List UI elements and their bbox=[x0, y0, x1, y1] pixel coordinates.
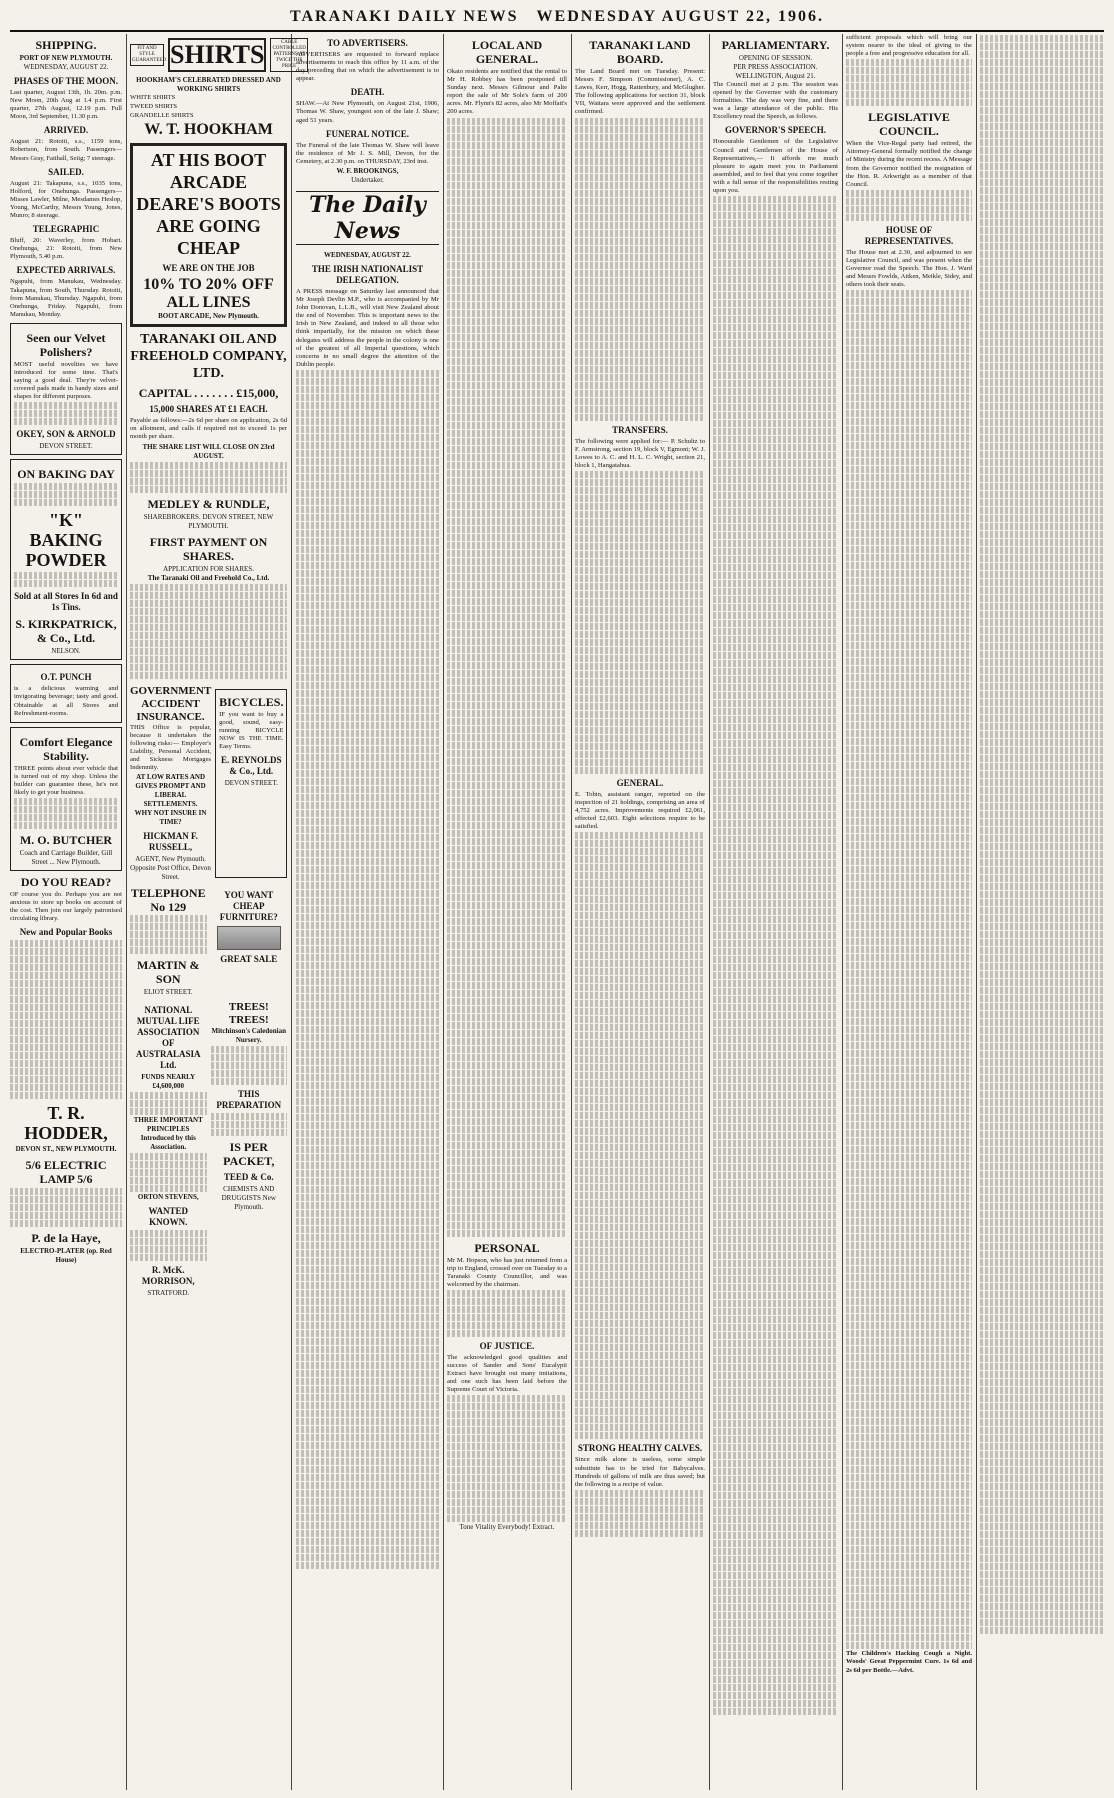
punch-ad bbox=[10, 664, 122, 722]
column-advertisements bbox=[130, 34, 306, 1790]
arcade-deare: DEARE'S BOOTS ARE GOING CHEAP bbox=[136, 194, 281, 259]
shirts-heading: SHIRTS bbox=[168, 38, 266, 72]
column-rule bbox=[976, 34, 977, 1790]
packet-price: IS PER PACKET, bbox=[223, 1140, 275, 1169]
column-shipping bbox=[10, 34, 122, 1790]
land-board-heading: TARANAKI LAND BOARD. bbox=[589, 38, 691, 66]
cough-cure-text: The Children's Hacking Cough a Night. Woods' Great Peppermint Cure. 1s 6d and 2s 6d per Bottle.—Advt. bbox=[846, 1650, 972, 1674]
column-parliamentary bbox=[713, 34, 838, 1790]
martin-name: MARTIN & SON bbox=[136, 958, 200, 987]
arcade-address: BOOT ARCADE, New Plymouth. bbox=[158, 312, 259, 321]
column-legislative bbox=[846, 34, 972, 1790]
shipping-heading: SHIPPING. bbox=[35, 38, 97, 52]
paper-title: The Daily News bbox=[296, 191, 439, 245]
delegation-text: A PRESS message on Saturday last announced that Mr Joseph Devlin M.P., who is accompanied by Mr John Donovan, L.L.B., will visit New Zealand about the end of November. This is important news to the Irish in New Zealand, and indeed to all those who think impartially, for the mission on which these delegates will address the people in the colony is one of the greatest of all Imperial questions, which concerns in no small degree the attention of the Dublin people. bbox=[296, 287, 439, 368]
column-local-general bbox=[447, 34, 567, 1790]
okey-name: OKEY, SON & ARNOLD bbox=[16, 429, 116, 440]
read-text: OF course you do. Perhaps you are not anxious to store up books on account of the cost. Then join our largely patronised circulating library. bbox=[10, 891, 122, 923]
haye-trade: ELECTRO-PLATER (op. Red House) bbox=[20, 1247, 112, 1265]
transfers-text: The following were applied for:— P. Schultz to F. Armstrong, section 19, block V, Egmont; W. J. Lowes to A. C. and H. L. C. Wright, section 21, block 1, Hangatahua. bbox=[575, 437, 705, 469]
russell-address: AGENT, New Plymouth. Opposite Post Office, Devon Street. bbox=[130, 855, 211, 882]
edge-body bbox=[980, 35, 1104, 1634]
telephone-ad bbox=[130, 886, 207, 997]
calves-text: Since milk alone is useless, some simple substitute has to be tried for Babycalves. Hundreds of gallons of milk are thus saved; but the following is a recipe of value. bbox=[575, 1456, 705, 1488]
column-rule bbox=[571, 34, 572, 1790]
death-heading: DEATH. bbox=[350, 87, 385, 98]
legislative-council-text: When the Vice-Regal party had retired, the Attorney-General formally notified the change of Ministry during the recent recess. A Message from the Governor notified the resignation of the Hon. R. Arkwright as a member of that Council. bbox=[846, 140, 972, 188]
weekday-line: WEDNESDAY, AUGUST 22. bbox=[23, 63, 109, 71]
bicycles-heading: BICYCLES. bbox=[219, 694, 284, 709]
velvet-heading: Seen our Velvet Polishers? bbox=[26, 330, 106, 359]
mutual-heading: NATIONAL MUTUAL LIFE ASSOCIATION OF AUSTRALASIA Ltd. bbox=[135, 1005, 201, 1071]
baking-powder-ad bbox=[10, 459, 122, 660]
local-body bbox=[447, 118, 567, 1237]
phases-heading: PHASES OF THE MOON. bbox=[13, 76, 118, 86]
parliament-heading: PARLIAMENTARY. bbox=[721, 38, 830, 52]
column-rule bbox=[709, 34, 710, 1790]
okey-address: DEVON STREET. bbox=[39, 442, 93, 451]
punch-heading: O.T. PUNCH bbox=[40, 672, 92, 683]
government-insurance-ad bbox=[130, 685, 211, 883]
hookham-name: W. T. HOOKHAM bbox=[144, 121, 273, 139]
expected-text: Ngapuhi, from Manukau, Wednesday. Takapuna, from South, Thursday. Rotoiti, from Manukau, Thursday. Ngapuhi, from Onehunga, Friday. Ngapuhi, from Manukau, Monday. bbox=[10, 278, 122, 318]
newspaper-page bbox=[10, 4, 1104, 1794]
local-text: Okato residents are notified that the rental to Mr H. Robbey has been postponed till Sunday next. Messrs Gilmour and Palte report the sale of Mr Sole's farm of 200 acres. Mr. Flynn's 82 acres, also Mr Moffatt's 200 acres. bbox=[447, 68, 567, 116]
teed-name: TEED & Co. bbox=[223, 1172, 274, 1183]
butcher-name: M. O. BUTCHER bbox=[19, 833, 112, 848]
velvet-ad bbox=[10, 323, 122, 455]
calves-heading: STRONG HEALTHY CALVES. bbox=[577, 1443, 703, 1454]
speech-body bbox=[713, 196, 838, 1715]
oil-close: THE SHARE LIST WILL CLOSE ON 23rd AUGUST. bbox=[142, 442, 275, 460]
oil-terms: Payable as follows:—2s 6d per share on application, 2s 6d on allotment, and calls if required not to exceed 1s per month per share. bbox=[130, 417, 287, 441]
parliament-place: WELLINGTON, August 21. bbox=[735, 72, 816, 80]
general-heading: GENERAL. bbox=[616, 777, 664, 788]
arcade-heading: AT HIS BOOT ARCADE bbox=[150, 150, 267, 193]
delegation-heading: THE IRISH NATIONALIST DELEGATION. bbox=[311, 263, 424, 285]
personal-text: Mr M. Hopson, who has just returned from a trip to England, crossed over on Tuesday to a Taranaki County Councillor, and was welcomed by the chairman. bbox=[447, 1256, 567, 1288]
transfers-heading: TRANSFERS. bbox=[612, 424, 668, 435]
trees-heading: TREES! TREES! bbox=[228, 1001, 269, 1027]
wanted-heading: WANTED KNOWN. bbox=[148, 1206, 188, 1228]
column-edge bbox=[980, 34, 1104, 1790]
kirkpatrick-name: S. KIRKPATRICK, & Co., Ltd. bbox=[15, 617, 117, 646]
arrived-text: August 21: Rotoiti, s.s., 1159 tons, Robertson, from South. Passengers—Messrs Gray, Faithall, Seiig; 7 steerage. bbox=[10, 138, 122, 162]
hodder-address: DEVON ST., NEW PLYMOUTH. bbox=[15, 1145, 117, 1154]
masthead-date: WEDNESDAY AUGUST 22, 1906. bbox=[536, 8, 825, 25]
oil-shares: 15,000 SHARES AT £1 EACH. bbox=[149, 404, 268, 415]
gov-why: WHY NOT INSURE IN TIME? bbox=[134, 809, 207, 827]
arcade-discount: 10% TO 20% OFF ALL LINES bbox=[143, 276, 274, 312]
orton-name: ORTON STEVENS, bbox=[137, 1193, 199, 1202]
medley-name: MEDLEY & RUNDLE, bbox=[147, 496, 270, 511]
furniture-heading: YOU WANT CHEAP FURNITURE? bbox=[219, 890, 278, 923]
teed-address: CHEMISTS AND DRUGGISTS New Plymouth. bbox=[221, 1185, 276, 1212]
baking-heading: ON BAKING DAY bbox=[17, 467, 115, 482]
bicycles-ad bbox=[215, 689, 287, 879]
local-heading: LOCAL AND GENERAL. bbox=[471, 38, 543, 66]
masthead-title: TARANAKI DAILY NEWS bbox=[289, 8, 519, 25]
gov-rates: AT LOW RATES AND GIVES PROMPT AND LIBERAL SETTLEMENTS. bbox=[135, 773, 206, 809]
first-payment: FIRST PAYMENT ON SHARES. bbox=[149, 534, 268, 563]
medley-address: SHAREBROKERS. DEVON STREET, NEW PLYMOUTH. bbox=[143, 512, 274, 530]
house-heading: HOUSE OF REPRESENTATIVES. bbox=[864, 224, 954, 246]
column-rule bbox=[443, 34, 444, 1790]
russell-name: HICKMAN F. RUSSELL, bbox=[143, 831, 198, 853]
great-sale: GREAT SALE bbox=[220, 954, 278, 965]
books-heading: New and Popular Books bbox=[19, 927, 113, 938]
sailed-heading: SAILED. bbox=[48, 166, 84, 177]
reynolds-name: E. REYNOLDS & Co., Ltd. bbox=[221, 755, 282, 777]
butcher-address: Coach and Carriage Builder, Gill Street ... New Plymouth. bbox=[19, 849, 113, 867]
funeral-text: The Funeral of the late Thomas W. Shaw will leave the residence of Mr J. S. Mill, Devon, for the Cemetery, at 2.30 p.m. on THURSDAY, 23rd inst. bbox=[296, 141, 439, 165]
shirts-subheading: HOOKHAM'S CELEBRATED DRESSED AND WORKING SHIRTS bbox=[136, 76, 281, 93]
punch-text: is a delicious warming and invigorating beverage; tasty and good. Obtainable at all Stores and Refreshment-rooms. bbox=[14, 685, 118, 717]
kirkpatrick-place: NELSON. bbox=[51, 647, 81, 656]
velvet-text: MOST useful novelties we have introduced for some time. That's saying a good deal. They're velvet-covered pads made in handy sizes and shapes for different purposes. bbox=[14, 360, 118, 401]
boot-arcade-ad bbox=[130, 143, 287, 327]
expected-heading: EXPECTED ARRIVALS. bbox=[16, 265, 116, 276]
reynolds-address: DEVON STREET. bbox=[224, 779, 278, 788]
paper-date: WEDNESDAY, AUGUST 22. bbox=[324, 250, 411, 259]
morrison-name: R. McK. MORRISON, bbox=[141, 1265, 195, 1287]
advertisers-heading: TO ADVERTISERS. bbox=[327, 38, 408, 48]
shirts-line-2: TWEED SHIRTS bbox=[130, 103, 178, 111]
sailed-text: August 21: Takapuna, s.s., 1035 tons, Holford, for Onehunga. Passengers—Misses Lawler, Milne, Mesdames Heslop, Young, McCarthy, Messrs Young, Jones, Munro; 8 steerage. bbox=[10, 179, 122, 220]
shirts-line-3: GRANDELLE SHIRTS bbox=[130, 112, 194, 120]
justice-heading: OF JUSTICE. bbox=[479, 1340, 535, 1351]
telegraphic-text: Bluff, 20: Waverley, from Hobart. Onehunga, 21: Rotoiti, from New Plymouth, 5.40 p.m. bbox=[10, 237, 122, 261]
martin-address: ELIOT STREET. bbox=[143, 988, 193, 997]
nursery-name: Mitchinson's Caledonian Nursery. bbox=[211, 1027, 286, 1045]
advertisers-text: ADVERTISERS are requested to forward replace advertisements to reach this office by 11 a.m. of the day preceding that on which the advertisement is to appear. bbox=[296, 51, 439, 83]
form-heading: APPLICATION FOR SHARES. bbox=[163, 564, 254, 573]
furniture-ad bbox=[211, 886, 288, 997]
land-board-text: The Land Board met on Tuesday. Present: Messrs F. Simpson (Commissioner), A. C. Lawes, Kerr, Hogg, Rattenbury, and McGlugher. The following applications for section 31, block VII, Waitara were approved and the settlement confirmed. bbox=[575, 68, 705, 116]
justice-text: The acknowledged good qualities and success of Sander and Sons' Eucalypti Extract have brought out many imitations, and one such has been laid before the Supreme Court of Victoria. bbox=[447, 1353, 567, 1394]
masthead bbox=[10, 4, 1104, 32]
legislative-council-heading: LEGISLATIVE COUNCIL. bbox=[868, 110, 950, 139]
mutual-principles: THREE IMPORTANT PRINCIPLES Introduced by this Association. bbox=[133, 1116, 203, 1152]
telegraphic-heading: TELEGRAPHIC bbox=[32, 224, 100, 235]
hodder-name: T. R. HODDER, bbox=[24, 1103, 108, 1144]
column-rule bbox=[126, 34, 127, 1790]
gov-heading: GOVERNMENT ACCIDENT INSURANCE. bbox=[130, 684, 212, 723]
mutual-funds: FUNDS NEARLY £4,600,000 bbox=[141, 1073, 196, 1091]
column-rule bbox=[291, 34, 292, 1790]
read-heading: DO YOU READ? bbox=[20, 875, 112, 890]
baking-brand: "K" BAKING POWDER bbox=[25, 510, 107, 571]
mutual-life-ad bbox=[130, 1001, 207, 1298]
oil-capital: CAPITAL . . . . . . . £15,000, bbox=[138, 386, 279, 401]
brookings-name: W. F. BROOKINGS, bbox=[336, 166, 399, 175]
continued-text: sufficient proposals which will bring our system nearer to the ideal of giving to the people a free and progressive education for all. bbox=[846, 34, 972, 58]
death-text: SHAW.—At New Plymouth, on August 21st, 1906, Thomas W. Shaw, youngest son of the late J. Shaw; aged 51 years. bbox=[296, 100, 439, 124]
general-text: E. Tobin, assistant ranger, reported on the inspection of 21 holdings, comprising an area of 4,752 acres. Improvements required £2,061, effected £2,603. Eight selections require to be satisfied. bbox=[575, 790, 705, 831]
comfort-ad bbox=[10, 727, 122, 871]
morrison-place: STRATFORD. bbox=[147, 1289, 190, 1298]
trees-ad bbox=[211, 1001, 288, 1298]
arrived-heading: ARRIVED. bbox=[43, 125, 89, 136]
speech-text: Honourable Gentlemen of the Legislative Council and Gentlemen of the House of Representatives,— It affords me much pleasure to again meet you in Parliament assembled, and to feel that you come together with a full sense of the responsibilities resting upon you. bbox=[713, 138, 838, 195]
house-body bbox=[846, 290, 972, 1649]
personal-heading: PERSONAL bbox=[474, 1240, 540, 1255]
parliament-subheading: OPENING OF SESSION. bbox=[738, 54, 813, 62]
editorial-body bbox=[296, 370, 439, 1569]
arcade-job: WE ARE ON THE JOB bbox=[162, 263, 255, 274]
speech-heading: GOVERNOR'S SPEECH. bbox=[724, 125, 827, 136]
brookings-trade: Undertaker. bbox=[351, 175, 384, 184]
phases-text: Last quarter, August 13th, 1h. 20m. p.m. New Moon, 20th Aug at 1.4 p.m. First quarter, 27th August, 12.19 p.m. Full Moon, 3rd September, 11.30 p.m. bbox=[10, 89, 122, 121]
fit-badge: FIT AND STYLE GUARANTEED bbox=[130, 44, 164, 66]
port-heading: PORT OF NEW PLYMOUTH. bbox=[19, 54, 113, 62]
preparation-heading: THIS PREPARATION bbox=[216, 1089, 282, 1111]
lamp-heading: 5/6 ELECTRIC LAMP 5/6 bbox=[25, 1158, 107, 1187]
comfort-heading: Comfort Elegance Stability. bbox=[19, 734, 113, 763]
shirts-line-1: WHITE SHIRTS bbox=[130, 94, 176, 101]
column-editorial bbox=[296, 34, 439, 1790]
bicycles-text: IF you want to buy a good, sound, easy-running BICYCLE NOW IS THE TIME. Easy Terms. bbox=[219, 710, 284, 750]
funeral-heading: FUNERAL NOTICE. bbox=[325, 128, 409, 139]
column-rule bbox=[842, 34, 843, 1790]
cable-badge: CABLE CONTROLLED PATTERNS AT TWICE THE PRICE bbox=[270, 38, 307, 72]
sofa-illustration bbox=[217, 926, 282, 950]
house-text: The House met at 2.30, and adjourned to see Legislative Council, and was present when the Governor read the Speech. The Hon. J. Ward and Messrs Fowlds, Aitken, Meikle, Sidey, and others took their seats. bbox=[846, 248, 972, 289]
column-land-board bbox=[575, 34, 705, 1790]
baking-stores: Sold at all Stores In 6d and 1s Tins. bbox=[14, 591, 118, 613]
parliament-text: The Council met at 2 p.m. The session was opened by the Governor with the customary formalities. The day was very fine, and there was a large attendance of the public. His Excellency read the Speech, as follows. bbox=[713, 81, 838, 121]
parliament-agency: PER PRESS ASSOCIATION. bbox=[733, 63, 818, 71]
gov-text: THIS Office is popular, because it undertakes the following risks:— Employer's Liability, Personal Accident, and Sickness Mortgages Indemnity. bbox=[130, 723, 212, 772]
form-recipient: The Taranaki Oil and Freehold Co., Ltd. bbox=[147, 573, 270, 582]
comfort-text: THREE points about ever vehicle that is turned out of my shop. Unless the builder can guarantee these, he's not likely to get your business. bbox=[14, 764, 118, 796]
oil-heading: TARANAKI OIL AND FREEHOLD COMPANY, LTD. bbox=[130, 332, 287, 382]
justice-signoff: Tone Vitality Everybody! Extract. bbox=[459, 1523, 555, 1532]
haye-name: P. de la Haye, bbox=[31, 1231, 101, 1246]
telephone-heading: TELEPHONE No 129 bbox=[130, 886, 206, 915]
shirts-ad-top bbox=[130, 34, 306, 76]
